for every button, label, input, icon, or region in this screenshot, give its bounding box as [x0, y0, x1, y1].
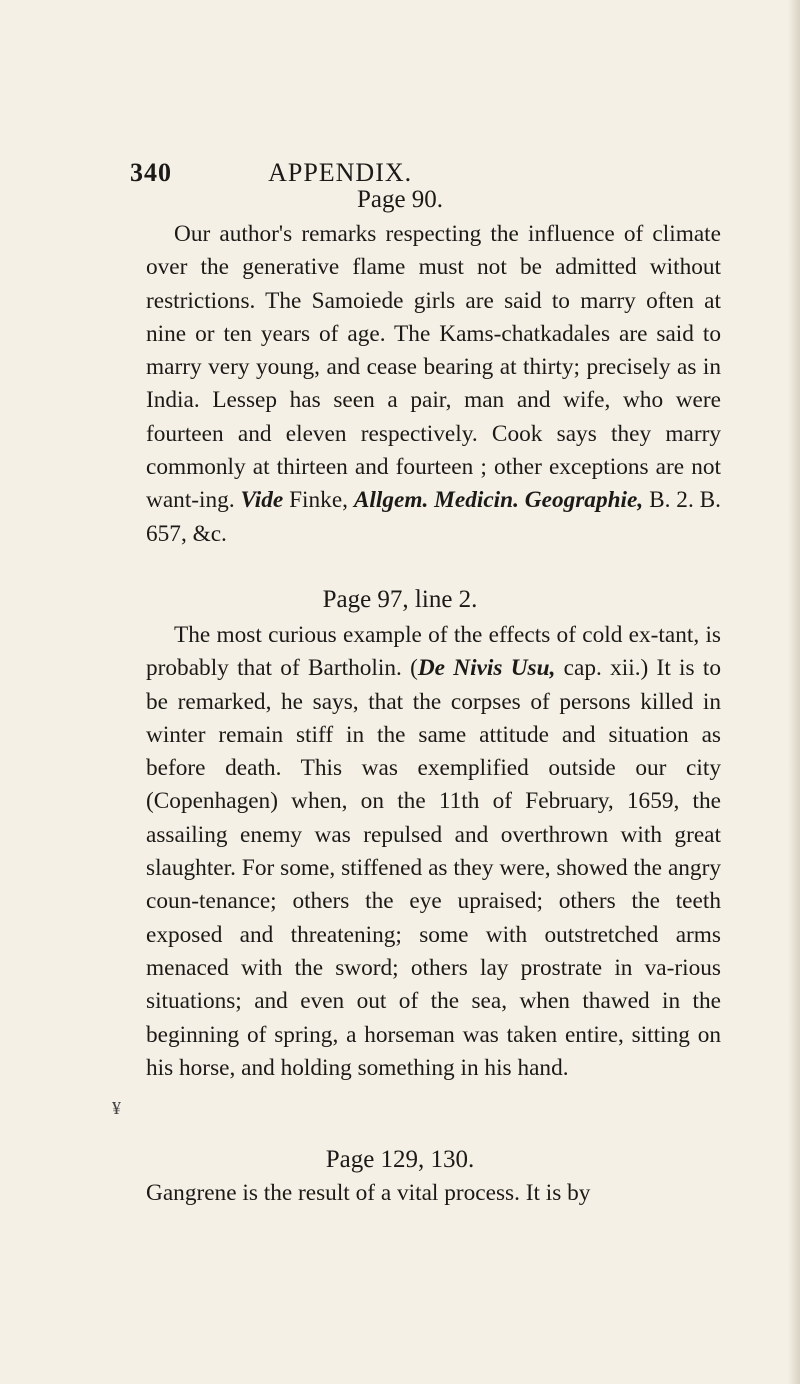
page-header — [130, 158, 412, 188]
section-heading: Page 129, 130. — [325, 1146, 475, 1173]
italic-title: De Nivis Usu, — [417, 655, 556, 682]
paragraph-text: Gangrene is the result of a vital process. It is by — [146, 1180, 591, 1206]
italic-vide: Vide — [240, 487, 284, 514]
paragraph-text: Finke, — [283, 487, 354, 514]
paragraph-text: B. 2. B. 657, &c. — [146, 487, 721, 547]
paragraph — [146, 1177, 721, 1210]
section-heading: Page 97, line 2. — [322, 586, 478, 613]
page-edge — [788, 0, 800, 1384]
margin-mark: ¥ — [112, 1098, 121, 1118]
paragraph — [146, 619, 721, 1085]
italic-title: Allgem. Medicin. Geographie, — [353, 487, 644, 514]
section-heading: Page 90. — [356, 186, 444, 213]
paragraph-text: The most curious example of the effects of cold ex-tant, is probably that of Bartholin. ( — [146, 622, 721, 682]
paragraph-text: cap. xii.) It is to be remarked, he says, that the corpses of persons killed in winter remain stiff in the same attitude and situation as before death. This was exemplified outside our city (Copenhagen) when, on the 11th of February, 1659, the assailing enemy was repulsed and overthrown with great slaughter. For some, stiffened as they were, showed the angry coun-tenance; others the eye upraised; others the teeth exposed and threatening; some with outstretched arms menaced with the sword; others lay prostrate in va-rious situations; and even out of the sea, when thawed in the beginning of spring, a horseman was taken entire, sitting on his horse, and holding something in his hand. — [146, 655, 721, 1081]
page-number: 340 — [130, 158, 172, 187]
paragraph — [146, 218, 721, 551]
paragraph-text: Our author's remarks respecting the influence of climate over the generative flame must not be admitted without restrictions. The Samoiede girls are said to marry often at nine or ten years of age. The Kams-chatkadales are said to marry very young, and cease bearing at thirty; precisely as in India. Lessep has seen a pair, man and wife, who were fourteen and eleven respectively. Cook says they marry commonly at thirteen and fourteen ; other exceptions are not want-ing. — [146, 221, 721, 514]
running-title: APPENDIX. — [268, 158, 413, 187]
